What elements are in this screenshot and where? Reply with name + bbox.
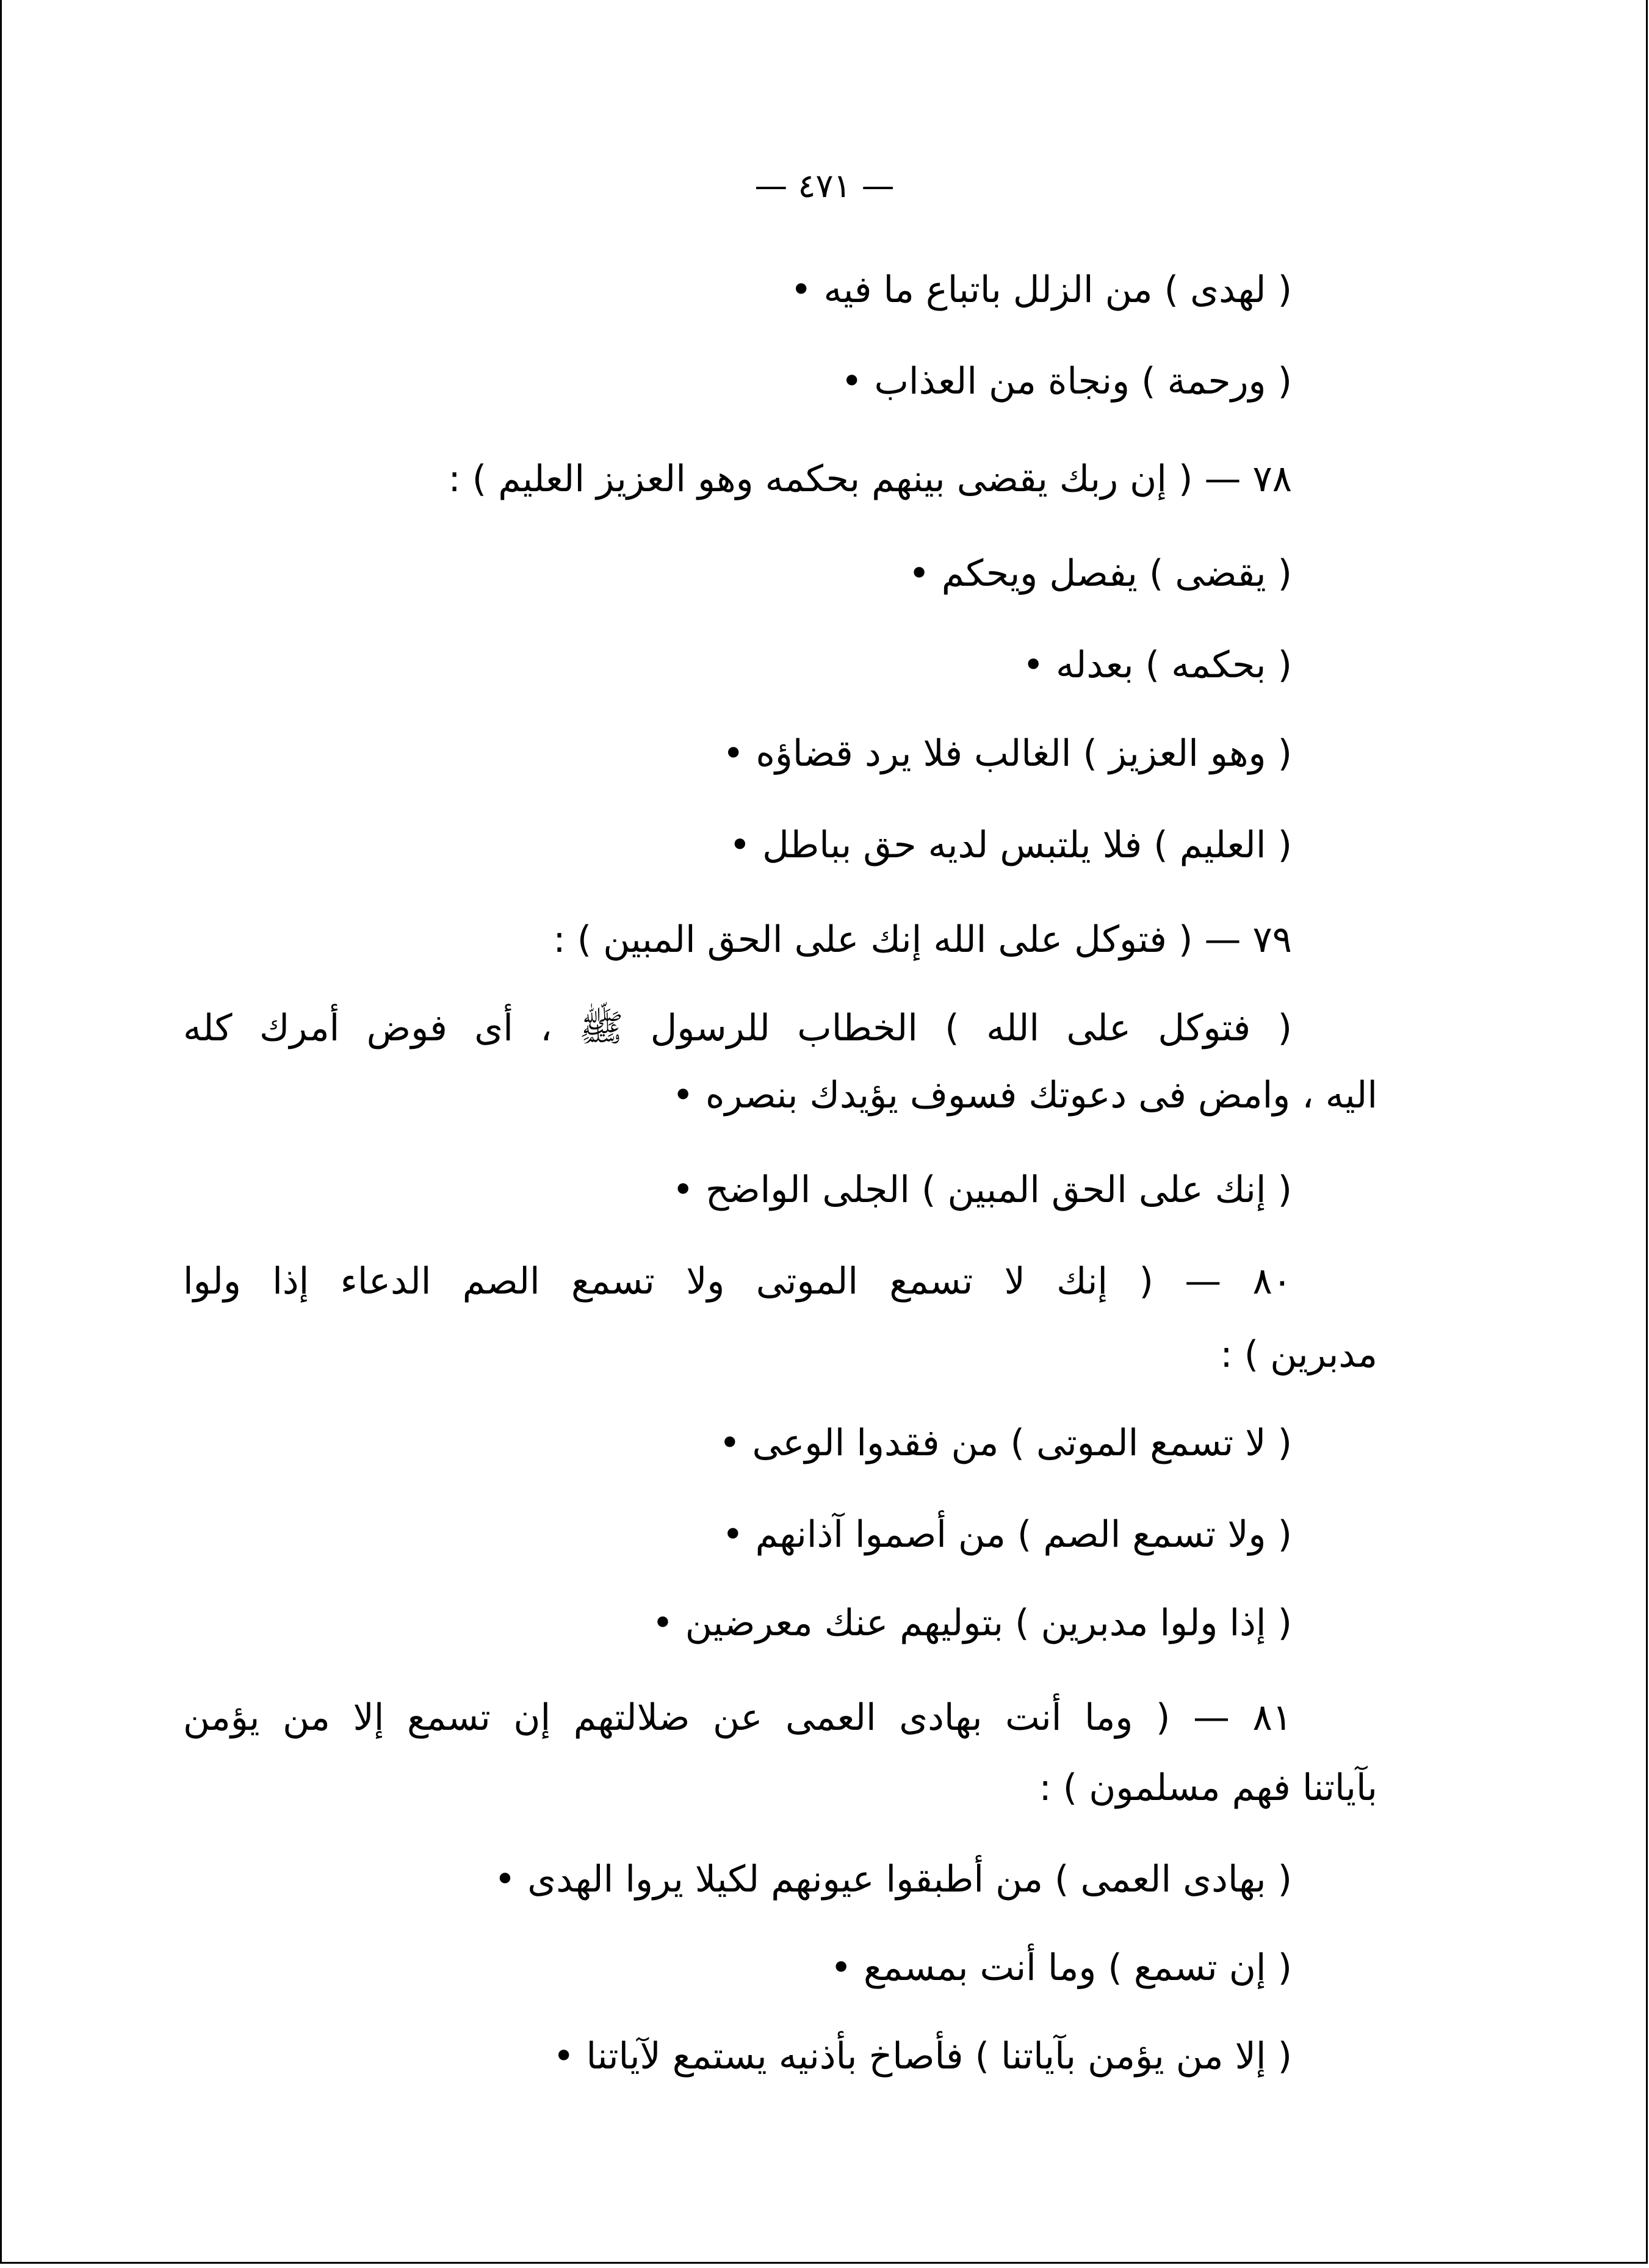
text-line: ( فتوكل على الله ) الخطاب للرسول ﷺ ، أى فوض أمرك كله <box>183 1007 1292 1049</box>
text-line: ( إذا ولوا مدبرين ) بتوليهم عنك معرضين • <box>652 1602 1292 1644</box>
verse-heading: ٧٨ — ( إن ربك يقضى بينهم بحكمه وهو العزيز العليم ) : <box>448 458 1292 500</box>
verse-heading-continued: بآياتنا فهم مسلمون ) : <box>1039 1766 1377 1809</box>
text-line: اليه ، وامض فى دعوتك فسوف يؤيدك بنصره • <box>672 1074 1377 1117</box>
text-line: ( إلا من يؤمن بآياتنا ) فأصاخ بأذنيه يستمع لآياتنا • <box>552 2035 1292 2078</box>
text-line: ( وهو العزيز ) الغالب فلا يرد قضاؤه • <box>723 732 1292 775</box>
verse-heading: ٧٩ — ( فتوكل على الله إنك على الحق المبين ) : <box>553 918 1292 961</box>
text-line: ( ورحمة ) ونجاة من العذاب • <box>840 360 1292 403</box>
text-line: ( يقضى ) يفصل ويحكم • <box>908 552 1292 595</box>
text-line: ( إن تسمع ) وما أنت بمسمع • <box>830 1946 1292 1989</box>
text-line: ( العليم ) فلا يلتبس لديه حق بباطل • <box>729 824 1292 866</box>
text-line: ( ولا تسمع الصم ) من أصموا آذانهم • <box>722 1513 1292 1556</box>
verse-heading-continued: مدبرين ) : <box>1220 1333 1377 1376</box>
text-line: ( بحكمه ) بعدله • <box>1022 644 1292 686</box>
page-number: — ٤٧١ — <box>754 167 895 205</box>
text-line: ( لا تسمع الموتى ) من فقدوا الوعى • <box>719 1422 1292 1464</box>
verse-heading: ٨٠ — ( إنك لا تسمع الموتى ولا تسمع الصم الدعاء إذا ولوا <box>183 1260 1292 1303</box>
text-line: ( إنك على الحق المبين ) الجلى الواضح • <box>672 1168 1292 1211</box>
text-line: ( بهادى العمى ) من أطبقوا عيونهم لكيلا يروا الهدى • <box>494 1858 1292 1901</box>
verse-heading: ٨١ — ( وما أنت بهادى العمى عن ضلالتهم إن تسمع إلا من يؤمن <box>183 1696 1292 1739</box>
text-line: ( لهدى ) من الزلل باتباع ما فيه • <box>790 268 1292 311</box>
